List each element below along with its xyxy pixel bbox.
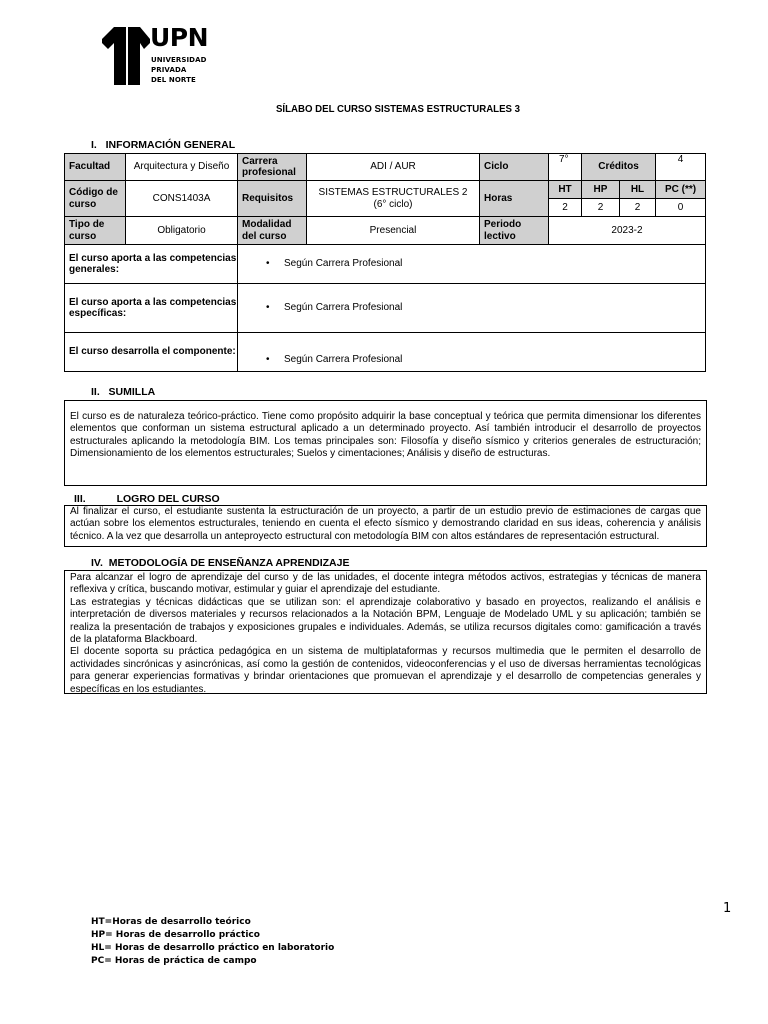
page-number: 1 xyxy=(723,901,732,916)
hours-header-hp: HP xyxy=(582,181,620,199)
section-number: II. xyxy=(91,386,100,398)
cycle-label: Ciclo xyxy=(480,154,549,181)
specific-competencies-value xyxy=(238,284,706,333)
hours-label: Horas xyxy=(480,181,549,217)
requirements-label: Requisitos xyxy=(238,181,307,217)
specific-competencies-label: El curso aporta a las competencias específicas: xyxy=(65,284,238,333)
upn-logo xyxy=(100,23,220,87)
metodologia-paragraph-3: El docente soporta su práctica pedagógica en un sistema de multiplataformas y recursos multimedia que le permiten el desarrollo de actividades sincrónicas y asincrónicas, así como la gestión de contenidos, videoconferencias y el uso de diversas herramientas tecnológicas para generar experiencias formativas y brindar orientaciones que promuevan el aprendizaje y el desarrollo de competencias generales y específicas en los estudiantes. xyxy=(70,646,701,695)
metodologia-box xyxy=(64,570,707,694)
section-heading-metodologia xyxy=(91,557,349,569)
upn-logo-mark-icon xyxy=(102,27,150,85)
footnote-ht: HT=Horas de desarrollo teórico xyxy=(91,917,251,927)
general-competencies-text: Según Carrera Profesional xyxy=(284,258,403,270)
hours-header-pc: PC (**) xyxy=(656,181,706,199)
section-heading-sumilla xyxy=(91,386,155,398)
cycle-value: 7° xyxy=(549,154,582,181)
logro-box xyxy=(64,505,707,547)
section-number: III. xyxy=(74,493,86,505)
hours-value-ht: 2 xyxy=(549,199,582,217)
section-title: LOGRO DEL CURSO xyxy=(116,493,220,505)
component-label: El curso desarrolla el componente: xyxy=(65,333,238,372)
faculty-value: Arquitectura y Diseño xyxy=(126,154,238,181)
logo-line-2: PRIVADA xyxy=(151,66,187,74)
hours-header-hl: HL xyxy=(620,181,656,199)
credits-label: Créditos xyxy=(582,154,656,181)
logo-line-3: DEL NORTE xyxy=(151,76,196,84)
bullet: • xyxy=(266,353,270,365)
document-title: SÍLABO DEL CURSO SISTEMAS ESTRUCTURALES 3 xyxy=(275,103,521,115)
course-type-label: Tipo de curso xyxy=(65,217,126,245)
metodologia-paragraph-1: Para alcanzar el logro de aprendizaje del curso y de las unidades, el docente integra métodos activos, estrategias y técnicas de manera reflexiva y crítica, buscando motivar, estimular y guiar el aprendizaje del estudiante. xyxy=(70,572,701,596)
section-title: INFORMACIÓN GENERAL xyxy=(105,139,236,151)
footnote-pc: PC= Horas de práctica de campo xyxy=(91,956,257,966)
sumilla-box xyxy=(64,400,707,486)
logo-word: UPN xyxy=(150,23,209,52)
specific-competencies-text: Según Carrera Profesional xyxy=(284,302,403,314)
footnote-hl: HL= Horas de desarrollo práctico en laboratorio xyxy=(91,943,335,953)
component-value xyxy=(238,333,706,372)
hours-value-hl: 2 xyxy=(620,199,656,217)
requirements-note: (6° ciclo) xyxy=(373,198,413,210)
hours-value-pc: 0 xyxy=(656,199,706,217)
footnote-hp: HP= Horas de desarrollo práctico xyxy=(91,930,260,940)
bullet: • xyxy=(266,258,270,270)
component-text: Según Carrera Profesional xyxy=(284,353,403,365)
general-competencies-value xyxy=(238,245,706,284)
section-heading-general xyxy=(91,139,235,151)
logo-line-1: UNIVERSIDAD xyxy=(151,56,207,64)
general-competencies-label: El curso aporta a las competencias generales: xyxy=(65,245,238,284)
course-code-label: Código de curso xyxy=(65,181,126,217)
modality-value: Presencial xyxy=(307,217,480,245)
period-label: Periodo lectivo xyxy=(480,217,549,245)
bullet: • xyxy=(266,302,270,314)
career-label: Carrera profesional xyxy=(238,154,307,181)
sumilla-text: El curso es de naturaleza teórico-práctico. Tiene como propósito adquirir la base conceptual y teórica que permita dimensionar los diferentes elementos que conforman un sistema estructural aplicado a un determinado proyecto. Así también introducir el desarrollo de proyectos estructurales aplicando la metodología BIM. Los temas principales son: Filosofía y diseño sísmico y criterios generales de estructuración; Dimensionamiento de los elementos estructurales; Suelos y cimentaciones; Análisis y diseño de estructuras. xyxy=(70,411,701,460)
course-code-value: CONS1403A xyxy=(126,181,238,217)
career-value: ADI / AUR xyxy=(307,154,480,181)
requirements-course: SISTEMAS ESTRUCTURALES 2 xyxy=(318,187,468,198)
hours-header-ht: HT xyxy=(549,181,582,199)
credits-value: 4 xyxy=(656,154,706,181)
logro-text: Al finalizar el curso, el estudiante sustenta la estructuración de un proyecto, a partir de un estudio previo de estimaciones de cargas que actúan sobre los elementos estructurales, teniendo en cuenta el efecto sísmico y demostrando claridad en sus ideas, coherencia y análisis técnico. A la vez que desarrolla un anteproyecto estructural con metodología BIM con altos estándares de representación estructural. xyxy=(70,506,701,542)
modality-label: Modalidad del curso xyxy=(238,217,307,245)
section-title: METODOLOGÍA DE ENSEÑANZA APRENDIZAJE xyxy=(108,557,350,569)
faculty-label: Facultad xyxy=(65,154,126,181)
section-title: SUMILLA xyxy=(108,386,156,398)
period-value: 2023-2 xyxy=(549,217,706,245)
general-info-table xyxy=(64,153,706,372)
requirements-value xyxy=(307,181,480,217)
section-number: IV. xyxy=(91,557,103,569)
course-type-value: Obligatorio xyxy=(126,217,238,245)
section-number: I. xyxy=(91,139,97,151)
metodologia-paragraph-2: Las estrategias y técnicas didácticas que se utilizan son: el aprendizaje colaborativo y basado en proyectos, realizando el análisis e interpretación de diversos materiales y recursos relacionados a la Notación BPM, Lenguaje de Modelado UML y su aplicación; también se realiza la presentación de trabajos y exposiciones grupales e individuales. Además, se utiliza recursos digitales como: gamificación a través de la plataforma Blackboard. xyxy=(70,596,701,646)
section-heading-logro xyxy=(74,493,220,505)
hours-value-hp: 2 xyxy=(582,199,620,217)
